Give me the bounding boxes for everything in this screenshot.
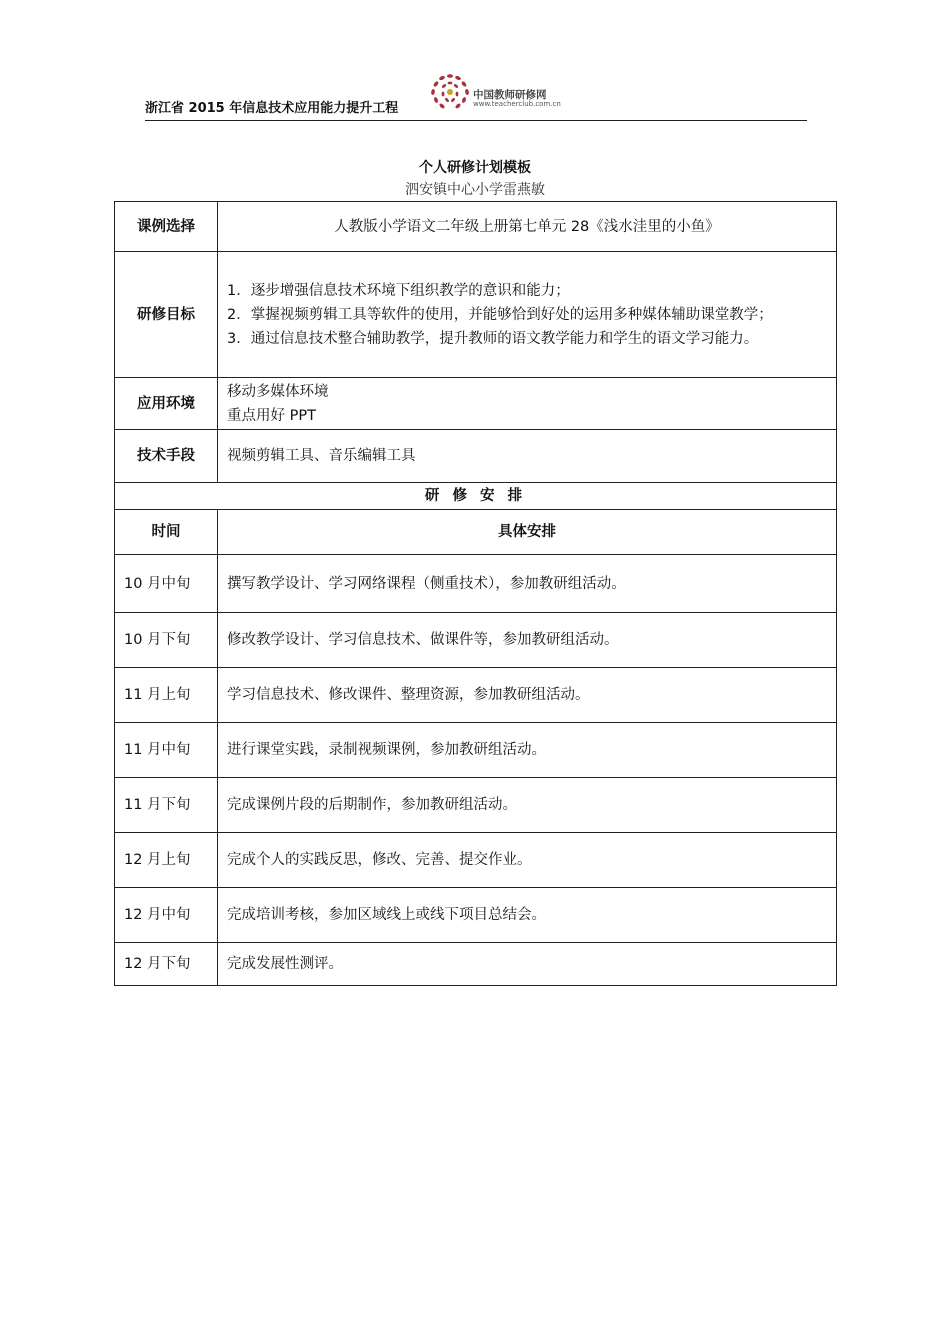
time-cell: 12 月下旬	[115, 943, 218, 986]
goal-row	[115, 252, 837, 378]
time-cell: 11 月下旬	[115, 778, 218, 833]
time-cell: 10 月下旬	[115, 613, 218, 668]
section-row	[115, 483, 837, 510]
goal-list	[218, 252, 837, 378]
teacherclub-logo	[425, 68, 565, 112]
time-cell: 10 月中旬	[115, 555, 218, 613]
env-label: 应用环境	[115, 378, 218, 430]
goal-item: 2．掌握视频剪辑工具等软件的使用，并能够恰到好处的运用多种媒体辅助课堂教学；	[227, 306, 773, 323]
plan-cell: 进行课堂实践，录制视频课例，参加教研组活动。	[218, 723, 837, 778]
plan-cell: 学习信息技术、修改课件、整理资源，参加教研组活动。	[218, 668, 837, 723]
time-cell: 11 月上旬	[115, 668, 218, 723]
env-item: 移动多媒体环境	[227, 383, 329, 400]
time-cell: 11 月中旬	[115, 723, 218, 778]
time-cell: 12 月中旬	[115, 888, 218, 943]
table-row	[115, 613, 837, 668]
schedule-header-row	[115, 510, 837, 555]
plan-cell: 撰写教学设计、学习网络课程（侧重技术），参加教研组活动。	[218, 555, 837, 613]
document-title: 个人研修计划模板	[419, 160, 531, 176]
col-time-header: 时间	[115, 510, 218, 555]
course-value: 人教版小学语文二年级上册第七单元 28《浅水洼里的小鱼》	[218, 202, 837, 252]
course-row	[115, 202, 837, 252]
table-row	[115, 943, 837, 986]
table-row	[115, 888, 837, 943]
tech-value: 视频剪辑工具、音乐编辑工具	[218, 430, 837, 483]
col-plan-header: 具体安排	[218, 510, 837, 555]
tech-label: 技术手段	[115, 430, 218, 483]
plan-cell: 完成培训考核，参加区域线上或线下项目总结会。	[218, 888, 837, 943]
env-list	[218, 378, 837, 430]
goal-item: 1．逐步增强信息技术环境下组织教学的意识和能力；	[227, 282, 570, 299]
time-cell: 12 月上旬	[115, 833, 218, 888]
document-author: 泗安镇中心小学雷燕敏	[405, 182, 545, 198]
course-label: 课例选择	[115, 202, 218, 252]
env-row	[115, 378, 837, 430]
goal-label: 研修目标	[115, 252, 218, 378]
table-row	[115, 668, 837, 723]
project-title: 浙江省 2015 年信息技术应用能力提升工程	[145, 101, 399, 116]
flower-logo-icon	[425, 70, 475, 112]
plan-cell: 完成发展性测评。	[218, 943, 837, 986]
goal-item: 3．通过信息技术整合辅助教学，提升教师的语文教学能力和学生的语文学习能力。	[227, 330, 759, 347]
table-row	[115, 555, 837, 613]
plan-cell: 完成课例片段的后期制作，参加教研组活动。	[218, 778, 837, 833]
table-row	[115, 723, 837, 778]
plan-cell: 修改教学设计、学习信息技术、做课件等，参加教研组活动。	[218, 613, 837, 668]
plan-cell: 完成个人的实践反思，修改、完善、提交作业。	[218, 833, 837, 888]
plan-table	[114, 201, 837, 986]
env-item: 重点用好 PPT	[227, 407, 316, 424]
table-row	[115, 833, 837, 888]
page-header	[145, 68, 807, 121]
table-row	[115, 778, 837, 833]
logo-name: 中国教师研修网	[473, 89, 547, 101]
logo-url: www.teacherclub.com.cn	[473, 100, 561, 108]
tech-row	[115, 430, 837, 483]
section-title: 研 修 安 排	[115, 483, 837, 510]
